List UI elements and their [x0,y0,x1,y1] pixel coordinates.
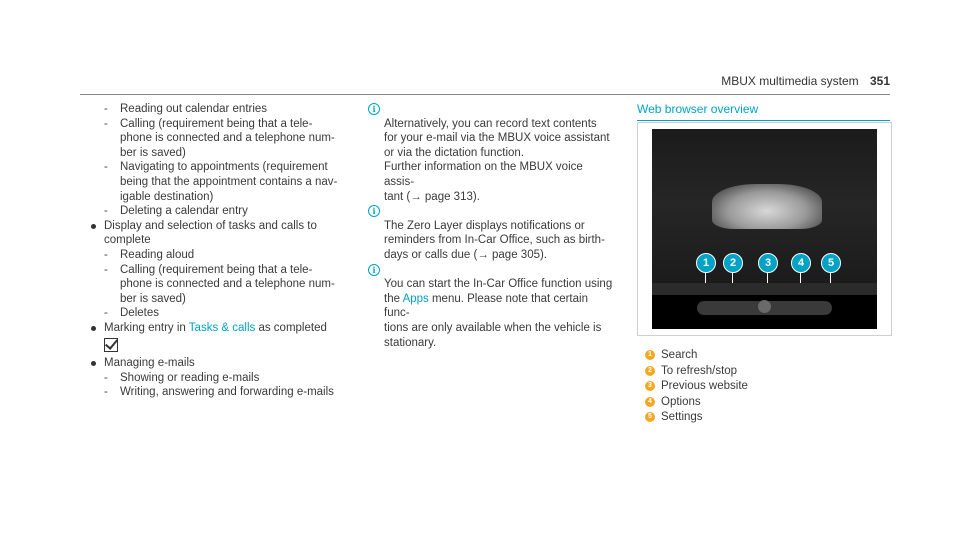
note-voice [368,102,613,204]
apps-link[interactable]: Apps [402,292,429,305]
bullet-text: Display and selection of tasks and calls to complete [104,219,317,247]
sub-list-tasks [104,248,344,321]
bullet-item-marking [90,321,344,356]
legend-number: 5 [645,412,655,422]
bullet-text: as completed [255,321,327,334]
sub-list-emails [104,371,344,400]
bullet-list [90,219,344,400]
legend-label: To refresh/stop [661,364,738,377]
legend-item [645,348,748,364]
note-text: Alternatively, you can record text contents for your e-mail via the MBUX voice assistant or via the dictation function. Further information on the MBUX voice assis- tant (→ page 313). [384,117,610,203]
legend-label: Settings [661,411,703,424]
list-item: - Deleting a calendar entry [104,204,344,219]
list-item: - Deletes [104,306,344,321]
column-2 [368,102,613,350]
legend-number: 2 [645,366,655,376]
bullet-item-emails [90,356,344,400]
bullet-item-tasks [90,219,344,321]
legend-label: Search [661,349,698,361]
sub-list-calendar [104,102,344,219]
section-title: Web browser overview [637,102,890,121]
legend-label: Options [661,395,701,408]
car-image [712,184,822,229]
legend-item [645,379,748,395]
legend-number: 4 [645,397,655,407]
home-icon [758,300,771,313]
list-item: - Reading aloud [104,248,344,263]
legend-number: 1 [645,350,655,360]
legend-label: Previous website [661,380,748,393]
note-zero-layer [368,204,613,262]
note-apps [368,263,613,351]
page-header [80,72,890,95]
info-icon: i [368,264,380,276]
list-item: - Navigating to appointments (requirement being that the appointment contains a nav- igable destination) [104,160,344,204]
callout-badge: 1 [696,253,716,273]
info-icon: i [368,103,380,115]
list-item: - Writing, answering and forwarding e-mails [104,385,344,400]
header-title: MBUX multimedia system [721,74,859,88]
legend-number: 3 [645,381,655,391]
browser-toolbar [652,283,877,295]
screen-image [652,129,877,329]
note-text: The Zero Layer displays notifications or reminders from In-Car Office, such as birth- days or calls due (→ page 305). [384,219,605,261]
legend-item [645,364,748,380]
callout-badge: 5 [821,253,841,273]
legend [645,348,748,426]
list-item: - Showing or reading e-mails [104,371,344,386]
callout-badge: 2 [723,253,743,273]
bullet-text: Managing e-mails [104,357,195,370]
bullet-text: Marking entry in [104,321,189,334]
header-text [721,74,890,88]
info-icon: i [368,205,380,217]
list-item: - Reading out calendar entries [104,102,344,117]
callout-badge: 4 [791,253,811,273]
callout-badge: 3 [758,253,778,273]
note-text: You can start the In-Car Office function using the [384,278,613,305]
page-number: 351 [869,74,890,88]
list-item: - Calling (requirement being that a tele- phone is connected and a telephone num- ber is saved) [104,117,344,161]
list-item: - Calling (requirement being that a tele- phone is connected and a telephone num- ber is saved) [104,263,344,307]
column-3 [637,102,897,121]
checkbox-checked-icon [104,338,118,352]
tasks-calls-link[interactable]: Tasks & calls [188,321,256,334]
legend-item [645,410,748,426]
column-1 [104,102,344,400]
note-text: menu. Please note that certain func- tions are only available when the vehicle is stationary. [384,292,602,349]
browser-screenshot [637,122,892,336]
legend-item [645,395,748,411]
